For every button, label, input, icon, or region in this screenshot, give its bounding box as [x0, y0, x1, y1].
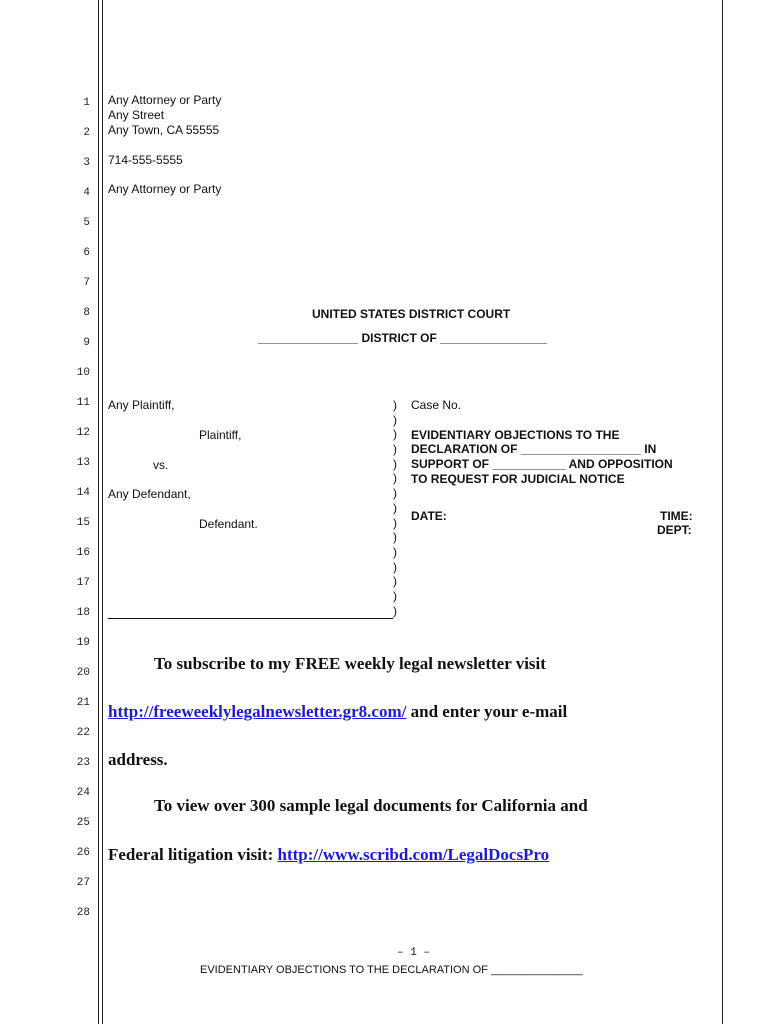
line-number: 21: [76, 697, 90, 709]
samples-line-2: [108, 845, 549, 865]
line-number: 11: [76, 397, 90, 409]
line-number: 22: [76, 727, 90, 739]
defendant-label: Defendant.: [199, 517, 258, 531]
line-number: 26: [76, 847, 90, 859]
left-margin-rule-inner: [102, 0, 103, 1024]
hearing-date-label: DATE:: [411, 509, 447, 523]
line-number: 24: [76, 787, 90, 799]
line-number: 27: [76, 877, 90, 889]
line-number: 4: [83, 187, 90, 199]
attorney-phone: 714-555-5555: [108, 153, 183, 167]
attorney-name: Any Attorney or Party: [108, 93, 222, 107]
defendant-name: Any Defendant,: [108, 487, 191, 501]
line-number: 23: [76, 757, 90, 769]
line-number: 20: [76, 667, 90, 679]
hearing-time-label: TIME:: [660, 509, 693, 523]
line-number: 15: [76, 517, 90, 529]
line-number: 25: [76, 817, 90, 829]
document-title-line-4: TO REQUEST FOR JUDICIAL NOTICE: [411, 472, 625, 486]
line-number: 13: [76, 457, 90, 469]
line-number: 6: [83, 247, 90, 259]
newsletter-line-2-text: and enter your e-mail: [406, 702, 568, 721]
line-number: 2: [83, 127, 90, 139]
line-number: 3: [83, 157, 90, 169]
line-number: 19: [76, 637, 90, 649]
caption-parentheses: ) ) ) ) ) ) ) ) ) ) ) ) ) ) ): [393, 398, 397, 618]
attorney-for: Any Attorney or Party: [108, 182, 222, 196]
samples-line-2-text: Federal litigation visit:: [108, 845, 278, 864]
line-number: 18: [76, 607, 90, 619]
page-number: – 1 –: [397, 947, 431, 959]
line-number: 17: [76, 577, 90, 589]
line-number: 14: [76, 487, 90, 499]
footer-title: EVIDENTIARY OBJECTIONS TO THE DECLARATION OF _______________: [200, 964, 583, 976]
versus: vs.: [153, 458, 169, 472]
plaintiff-name: Any Plaintiff,: [108, 398, 175, 412]
newsletter-line-1: To subscribe to my FREE weekly legal newsletter visit: [154, 654, 546, 673]
case-number-label: Case No.: [411, 398, 462, 412]
line-number: 12: [76, 427, 90, 439]
line-number: 7: [83, 277, 90, 289]
line-number: 16: [76, 547, 90, 559]
samples-line-1: To view over 300 sample legal documents for California and: [154, 796, 588, 815]
scribd-link[interactable]: http://www.scribd.com/LegalDocsPro: [277, 845, 550, 864]
line-number: 5: [83, 217, 90, 229]
line-number: 10: [76, 367, 90, 379]
attorney-city: Any Town, CA 55555: [108, 123, 220, 137]
document-title-line-3: SUPPORT OF ___________ AND OPPOSITION: [411, 457, 673, 471]
newsletter-line-3: address.: [108, 750, 168, 769]
document-title-line-1: EVIDENTIARY OBJECTIONS TO THE: [411, 428, 620, 442]
attorney-street: Any Street: [108, 108, 165, 122]
line-number: 1: [83, 97, 90, 109]
court-district: _______________ DISTRICT OF ________________: [258, 331, 547, 345]
hearing-dept-label: DEPT:: [657, 523, 692, 537]
plaintiff-label: Plaintiff,: [199, 428, 242, 442]
document-title-line-2: DECLARATION OF __________________ IN: [411, 442, 657, 456]
left-margin-rule-outer: [98, 0, 99, 1024]
caption-underline: [108, 618, 393, 619]
right-margin-rule: [722, 0, 723, 1024]
line-number: 28: [76, 907, 90, 919]
newsletter-link[interactable]: http://freeweeklylegalnewsletter.gr8.com/: [108, 702, 407, 721]
line-number: 9: [83, 337, 90, 349]
court-name: UNITED STATES DISTRICT COURT: [312, 307, 511, 321]
line-number: 8: [83, 307, 90, 319]
newsletter-line-2: [108, 702, 567, 722]
